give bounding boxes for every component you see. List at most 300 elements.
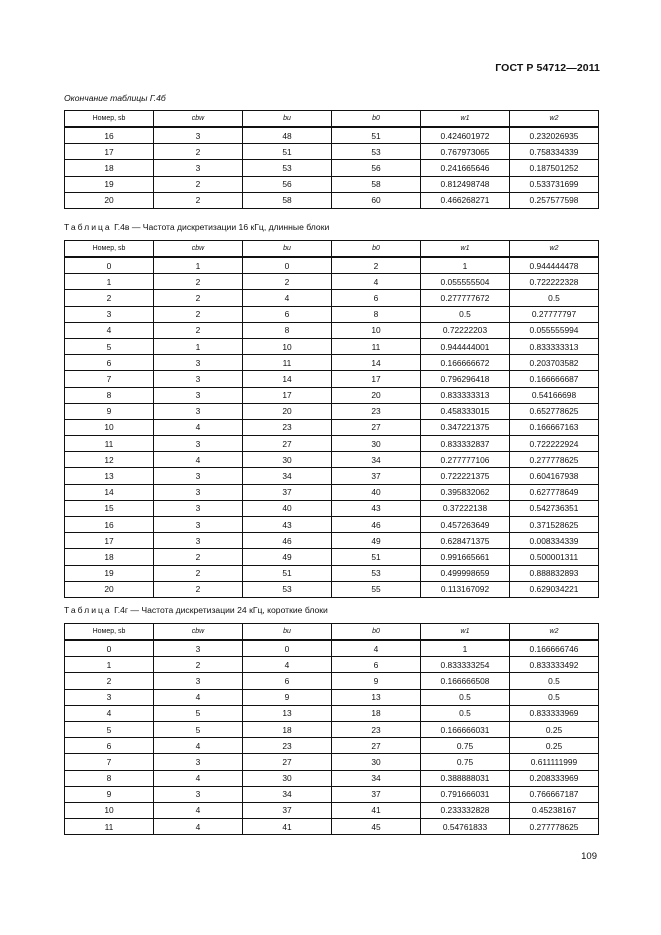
cell-sb: 3 [65, 689, 154, 705]
cell-cbw: 3 [154, 640, 243, 657]
cell-w1: 0.277777672 [421, 290, 510, 306]
cell-sb: 13 [65, 468, 154, 484]
cell-cbw: 4 [154, 819, 243, 835]
cell-w2: 0.944444478 [510, 257, 599, 274]
header-sb: Номер, sb [65, 111, 154, 128]
cell-bu: 17 [243, 387, 332, 403]
cell-b0: 43 [332, 500, 421, 516]
cell-w2: 0.542736351 [510, 500, 599, 516]
cell-w2: 0.187501252 [510, 160, 599, 176]
cell-w2: 0.166666746 [510, 640, 599, 657]
table-row [65, 338, 599, 354]
cell-b0: 60 [332, 192, 421, 208]
cell-w1: 0.458333015 [421, 403, 510, 419]
cell-bu: 23 [243, 419, 332, 435]
cell-sb: 5 [65, 721, 154, 737]
cell-bu: 53 [243, 160, 332, 176]
cell-w1: 0.277777106 [421, 452, 510, 468]
cell-sb: 11 [65, 819, 154, 835]
cell-cbw: 2 [154, 581, 243, 597]
cell-w2: 0.627778649 [510, 484, 599, 500]
cell-w1: 0.791666031 [421, 786, 510, 802]
page-number: 109 [581, 851, 597, 862]
cell-sb: 17 [65, 144, 154, 160]
cell-b0: 58 [332, 176, 421, 192]
header-w1: w1 [421, 624, 510, 641]
cell-w2: 0.833333969 [510, 705, 599, 721]
table-row [65, 290, 599, 306]
header-sb: Номер, sb [65, 624, 154, 641]
cell-sb: 1 [65, 657, 154, 673]
cell-b0: 46 [332, 517, 421, 533]
table-row [65, 274, 599, 290]
table-row [65, 160, 599, 176]
cell-b0: 27 [332, 419, 421, 435]
cell-bu: 34 [243, 468, 332, 484]
cell-bu: 43 [243, 517, 332, 533]
cell-b0: 10 [332, 322, 421, 338]
cell-cbw: 4 [154, 689, 243, 705]
cell-cbw: 4 [154, 419, 243, 435]
cell-sb: 0 [65, 640, 154, 657]
cell-bu: 4 [243, 290, 332, 306]
cell-cbw: 3 [154, 355, 243, 371]
cell-cbw: 2 [154, 306, 243, 322]
cell-bu: 53 [243, 581, 332, 597]
cell-bu: 13 [243, 705, 332, 721]
cell-sb: 9 [65, 786, 154, 802]
table-row [65, 322, 599, 338]
cell-cbw: 3 [154, 754, 243, 770]
cell-w1: 0.37222138 [421, 500, 510, 516]
cell-w1: 0.241665646 [421, 160, 510, 176]
cell-b0: 6 [332, 290, 421, 306]
cell-bu: 48 [243, 127, 332, 144]
cell-w2: 0.166666687 [510, 371, 599, 387]
cell-b0: 45 [332, 819, 421, 835]
cell-sb: 11 [65, 436, 154, 452]
cell-sb: 8 [65, 770, 154, 786]
table-row [65, 419, 599, 435]
header-b0: b0 [332, 624, 421, 641]
cell-bu: 6 [243, 673, 332, 689]
cell-sb: 9 [65, 403, 154, 419]
cell-sb: 19 [65, 176, 154, 192]
cell-cbw: 3 [154, 436, 243, 452]
cell-bu: 6 [243, 306, 332, 322]
cell-w1: 0.54761833 [421, 819, 510, 835]
header-w1: w1 [421, 241, 510, 258]
cell-cbw: 5 [154, 705, 243, 721]
table-a-header-row [65, 111, 599, 128]
table-row [65, 640, 599, 657]
cell-w1: 0.991665661 [421, 549, 510, 565]
cell-w2: 0.277778625 [510, 819, 599, 835]
cell-w1: 0.72222203 [421, 322, 510, 338]
cell-w1: 0.796296418 [421, 371, 510, 387]
table-row [65, 436, 599, 452]
table-row [65, 500, 599, 516]
table-row [65, 144, 599, 160]
cell-w2: 0.766667187 [510, 786, 599, 802]
cell-cbw: 3 [154, 786, 243, 802]
table-row [65, 371, 599, 387]
cell-w2: 0.166667163 [510, 419, 599, 435]
cell-bu: 27 [243, 436, 332, 452]
cell-w1: 0.466268271 [421, 192, 510, 208]
table-row [65, 257, 599, 274]
cell-b0: 34 [332, 770, 421, 786]
cell-bu: 30 [243, 452, 332, 468]
cell-b0: 27 [332, 738, 421, 754]
cell-bu: 9 [243, 689, 332, 705]
header-w1: w1 [421, 111, 510, 128]
cell-sb: 5 [65, 338, 154, 354]
cell-w2: 0.208333969 [510, 770, 599, 786]
cell-cbw: 3 [154, 127, 243, 144]
table-row [65, 689, 599, 705]
cell-sb: 10 [65, 419, 154, 435]
header-cbw: cbw [154, 241, 243, 258]
cell-w1: 0.166666508 [421, 673, 510, 689]
table-a-body [65, 127, 599, 208]
cell-sb: 1 [65, 274, 154, 290]
cell-cbw: 1 [154, 338, 243, 354]
cell-cbw: 3 [154, 673, 243, 689]
cell-w2: 0.888832893 [510, 565, 599, 581]
cell-w2: 0.604167938 [510, 468, 599, 484]
cell-cbw: 3 [154, 403, 243, 419]
cell-sb: 2 [65, 673, 154, 689]
cell-w2: 0.722222924 [510, 436, 599, 452]
cell-bu: 37 [243, 802, 332, 818]
table-row [65, 819, 599, 835]
table-row [65, 403, 599, 419]
table-a [64, 110, 599, 209]
cell-b0: 4 [332, 274, 421, 290]
cell-b0: 30 [332, 436, 421, 452]
cell-sb: 4 [65, 322, 154, 338]
cell-sb: 7 [65, 754, 154, 770]
cell-bu: 2 [243, 274, 332, 290]
cell-w2: 0.833333492 [510, 657, 599, 673]
cell-bu: 34 [243, 786, 332, 802]
cell-w1: 0.5 [421, 306, 510, 322]
cell-b0: 18 [332, 705, 421, 721]
header-sb: Номер, sb [65, 241, 154, 258]
cell-bu: 20 [243, 403, 332, 419]
cell-cbw: 2 [154, 290, 243, 306]
cell-b0: 30 [332, 754, 421, 770]
cell-w2: 0.257577598 [510, 192, 599, 208]
table-row [65, 754, 599, 770]
cell-w2: 0.203703582 [510, 355, 599, 371]
table-c-caption [64, 605, 328, 615]
cell-b0: 13 [332, 689, 421, 705]
cell-bu: 18 [243, 721, 332, 737]
table-row [65, 549, 599, 565]
cell-w2: 0.232026935 [510, 127, 599, 144]
cell-b0: 6 [332, 657, 421, 673]
cell-w1: 0.166666031 [421, 721, 510, 737]
cell-b0: 56 [332, 160, 421, 176]
cell-cbw: 2 [154, 657, 243, 673]
header-cbw: cbw [154, 624, 243, 641]
cell-w2: 0.055555994 [510, 322, 599, 338]
cell-b0: 14 [332, 355, 421, 371]
cell-cbw: 4 [154, 452, 243, 468]
cell-sb: 7 [65, 371, 154, 387]
cell-sb: 12 [65, 452, 154, 468]
cell-b0: 53 [332, 144, 421, 160]
cell-w2: 0.611111999 [510, 754, 599, 770]
cell-b0: 2 [332, 257, 421, 274]
cell-sb: 8 [65, 387, 154, 403]
cell-b0: 41 [332, 802, 421, 818]
cell-w1: 0.833333254 [421, 657, 510, 673]
cell-bu: 40 [243, 500, 332, 516]
cell-bu: 27 [243, 754, 332, 770]
cell-b0: 55 [332, 581, 421, 597]
cell-b0: 23 [332, 403, 421, 419]
cell-cbw: 3 [154, 371, 243, 387]
table-row [65, 484, 599, 500]
cell-bu: 14 [243, 371, 332, 387]
cell-w2: 0.25 [510, 721, 599, 737]
cell-w2: 0.008334339 [510, 533, 599, 549]
table-b-caption-text: Г.4в — Частота дискретизации 16 кГц, длинные блоки [111, 222, 330, 232]
table-b-caption-prefix: Таблица [64, 222, 112, 232]
table-row [65, 306, 599, 322]
cell-cbw: 4 [154, 738, 243, 754]
cell-cbw: 2 [154, 192, 243, 208]
cell-sb: 16 [65, 517, 154, 533]
cell-w1: 0.5 [421, 705, 510, 721]
table-c-header-row [65, 624, 599, 641]
table-row [65, 565, 599, 581]
cell-w2: 0.277778625 [510, 452, 599, 468]
table-row [65, 452, 599, 468]
cell-bu: 4 [243, 657, 332, 673]
cell-w1: 0.055555504 [421, 274, 510, 290]
cell-bu: 10 [243, 338, 332, 354]
cell-b0: 11 [332, 338, 421, 354]
cell-bu: 56 [243, 176, 332, 192]
table-a-caption: Окончание таблицы Г.4б [64, 93, 166, 103]
cell-w2: 0.27777797 [510, 306, 599, 322]
cell-sb: 16 [65, 127, 154, 144]
cell-w2: 0.25 [510, 738, 599, 754]
cell-w2: 0.629034221 [510, 581, 599, 597]
cell-sb: 18 [65, 549, 154, 565]
cell-cbw: 2 [154, 549, 243, 565]
cell-w1: 0.75 [421, 754, 510, 770]
cell-w1: 0.166666672 [421, 355, 510, 371]
cell-w1: 0.395832062 [421, 484, 510, 500]
cell-bu: 46 [243, 533, 332, 549]
table-c-caption-prefix: Таблица [64, 605, 112, 615]
table-c [64, 623, 599, 835]
cell-bu: 30 [243, 770, 332, 786]
cell-cbw: 2 [154, 274, 243, 290]
table-row [65, 176, 599, 192]
table-row [65, 721, 599, 737]
table-row [65, 802, 599, 818]
cell-b0: 9 [332, 673, 421, 689]
cell-w2: 0.5 [510, 689, 599, 705]
cell-sb: 10 [65, 802, 154, 818]
cell-w2: 0.533731699 [510, 176, 599, 192]
cell-w1: 1 [421, 640, 510, 657]
cell-b0: 37 [332, 786, 421, 802]
table-row [65, 387, 599, 403]
cell-sb: 18 [65, 160, 154, 176]
cell-w1: 0.75 [421, 738, 510, 754]
cell-b0: 53 [332, 565, 421, 581]
cell-w1: 0.812498748 [421, 176, 510, 192]
cell-b0: 20 [332, 387, 421, 403]
cell-w2: 0.371528625 [510, 517, 599, 533]
cell-w2: 0.758334339 [510, 144, 599, 160]
cell-w1: 0.388888031 [421, 770, 510, 786]
table-row [65, 705, 599, 721]
cell-sb: 0 [65, 257, 154, 274]
table-row [65, 517, 599, 533]
cell-w1: 0.113167092 [421, 581, 510, 597]
cell-bu: 8 [243, 322, 332, 338]
cell-b0: 51 [332, 549, 421, 565]
table-row [65, 738, 599, 754]
cell-cbw: 3 [154, 387, 243, 403]
document-id: ГОСТ Р 54712—2011 [495, 62, 600, 74]
header-w2: w2 [510, 624, 599, 641]
cell-w1: 0.424601972 [421, 127, 510, 144]
header-bu: bu [243, 111, 332, 128]
cell-b0: 17 [332, 371, 421, 387]
cell-w2: 0.45238167 [510, 802, 599, 818]
cell-cbw: 3 [154, 517, 243, 533]
cell-w1: 0.233332828 [421, 802, 510, 818]
table-b-header-row [65, 241, 599, 258]
header-w2: w2 [510, 241, 599, 258]
cell-w1: 0.722221375 [421, 468, 510, 484]
cell-cbw: 4 [154, 802, 243, 818]
cell-w1: 0.499998659 [421, 565, 510, 581]
header-bu: bu [243, 241, 332, 258]
cell-sb: 4 [65, 705, 154, 721]
header-bu: bu [243, 624, 332, 641]
header-cbw: cbw [154, 111, 243, 128]
table-row [65, 581, 599, 597]
cell-w1: 0.944444001 [421, 338, 510, 354]
cell-cbw: 3 [154, 500, 243, 516]
cell-bu: 0 [243, 640, 332, 657]
cell-bu: 37 [243, 484, 332, 500]
cell-bu: 51 [243, 565, 332, 581]
cell-sb: 6 [65, 355, 154, 371]
cell-w2: 0.833333313 [510, 338, 599, 354]
cell-cbw: 2 [154, 322, 243, 338]
cell-cbw: 2 [154, 144, 243, 160]
cell-w2: 0.5 [510, 673, 599, 689]
table-c-body [65, 640, 599, 835]
table-c-caption-text: Г.4г — Частота дискретизации 24 кГц, короткие блоки [111, 605, 328, 615]
cell-sb: 2 [65, 290, 154, 306]
header-w2: w2 [510, 111, 599, 128]
cell-bu: 0 [243, 257, 332, 274]
cell-w2: 0.722222328 [510, 274, 599, 290]
cell-w1: 0.347221375 [421, 419, 510, 435]
cell-cbw: 4 [154, 770, 243, 786]
cell-w2: 0.500001311 [510, 549, 599, 565]
cell-b0: 37 [332, 468, 421, 484]
table-row [65, 127, 599, 144]
cell-b0: 49 [332, 533, 421, 549]
cell-bu: 51 [243, 144, 332, 160]
cell-w1: 0.5 [421, 689, 510, 705]
table-row [65, 468, 599, 484]
cell-w1: 0.833332837 [421, 436, 510, 452]
cell-bu: 58 [243, 192, 332, 208]
cell-bu: 23 [243, 738, 332, 754]
cell-w1: 0.628471375 [421, 533, 510, 549]
cell-w1: 0.833333313 [421, 387, 510, 403]
cell-b0: 34 [332, 452, 421, 468]
cell-cbw: 5 [154, 721, 243, 737]
cell-b0: 8 [332, 306, 421, 322]
cell-sb: 6 [65, 738, 154, 754]
cell-w1: 1 [421, 257, 510, 274]
table-row [65, 355, 599, 371]
cell-w2: 0.5 [510, 290, 599, 306]
table-b [64, 240, 599, 598]
cell-sb: 14 [65, 484, 154, 500]
cell-cbw: 2 [154, 176, 243, 192]
table-row [65, 657, 599, 673]
cell-b0: 4 [332, 640, 421, 657]
cell-cbw: 3 [154, 533, 243, 549]
cell-cbw: 3 [154, 160, 243, 176]
cell-sb: 3 [65, 306, 154, 322]
header-b0: b0 [332, 111, 421, 128]
cell-sb: 20 [65, 192, 154, 208]
table-row [65, 192, 599, 208]
cell-b0: 23 [332, 721, 421, 737]
cell-cbw: 2 [154, 565, 243, 581]
cell-cbw: 1 [154, 257, 243, 274]
cell-sb: 15 [65, 500, 154, 516]
cell-sb: 17 [65, 533, 154, 549]
cell-w1: 0.767973065 [421, 144, 510, 160]
cell-sb: 19 [65, 565, 154, 581]
cell-bu: 41 [243, 819, 332, 835]
cell-sb: 20 [65, 581, 154, 597]
cell-cbw: 3 [154, 484, 243, 500]
table-row [65, 533, 599, 549]
table-row [65, 786, 599, 802]
cell-b0: 40 [332, 484, 421, 500]
cell-cbw: 3 [154, 468, 243, 484]
table-b-body [65, 257, 599, 597]
cell-w2: 0.54166698 [510, 387, 599, 403]
cell-w2: 0.652778625 [510, 403, 599, 419]
header-b0: b0 [332, 241, 421, 258]
table-b-caption [64, 222, 329, 232]
table-row [65, 770, 599, 786]
cell-bu: 11 [243, 355, 332, 371]
cell-b0: 51 [332, 127, 421, 144]
cell-w1: 0.457263649 [421, 517, 510, 533]
